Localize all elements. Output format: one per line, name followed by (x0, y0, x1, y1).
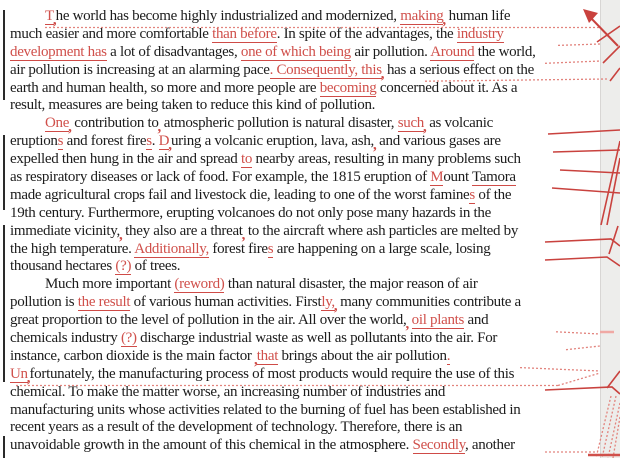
edit-insertion: Additionally, (134, 240, 209, 257)
text-segment: chemical. To make the matter worse, an increasing number of industries and (10, 383, 446, 400)
edit-insertion: ly, (321, 294, 335, 311)
edit-insertion: . Consequently, this (269, 61, 382, 78)
text-segment: air pollution. (350, 43, 431, 60)
text-segment: forest fire (208, 240, 268, 257)
text-segment: of trees. (131, 258, 181, 275)
edit-insertion: the result (77, 294, 131, 311)
caret-mark: , (26, 369, 31, 386)
caret-mark: , (118, 226, 123, 243)
edit-insertion: s (469, 186, 475, 203)
text-segment: thousand hectares (10, 258, 116, 275)
change-bar (3, 10, 5, 100)
edit-insertion: T (45, 8, 54, 24)
edit-insertion: M (430, 169, 444, 186)
edit-insertion: (reword) (174, 276, 225, 293)
text-line (10, 348, 602, 366)
text-segment: discharge industrial waste as well as pollutants into the air. For (136, 330, 498, 347)
text-line (10, 151, 602, 169)
edit-insertion: s (57, 133, 64, 150)
text-line (10, 276, 602, 294)
text-segment: the high temperature. (10, 240, 135, 257)
text-segment: manufacturing units whose activities related to the burning of fuel has been established in (10, 401, 521, 418)
text-line (10, 44, 602, 62)
caret-mark: , (333, 298, 338, 315)
text-segment: instance, carbon dioxide is the main factor (10, 347, 256, 364)
edit-insertion: (?) (120, 330, 137, 347)
text-segment: much easier and more comfortable (10, 25, 213, 42)
text-segment: result, measures are being taken to reduce this kind of pollution. (10, 97, 376, 114)
text-segment: brings about the air pollution (278, 347, 447, 364)
text-segment: and various gases are (375, 133, 501, 150)
text-segment: as respiratory diseases or lack of food. For example, the 1815 eruption of (10, 169, 431, 186)
text-line (10, 294, 602, 315)
text-segment: air pollution is increasing at an alarming pace (10, 61, 270, 78)
caret-mark: , (423, 119, 427, 136)
page-edge-band (600, 0, 620, 458)
edit-insertion: that (256, 347, 279, 364)
edit-insertion: One (45, 115, 70, 132)
text-segment: immediate vicinity, (10, 222, 120, 239)
text-segment: concerned about it. As a (376, 79, 518, 96)
text-segment: fortunately, the manufacturing process of most products would require the use of this (29, 365, 515, 382)
caret-mark: , (442, 12, 447, 28)
edit-insertion: to (240, 151, 253, 168)
edit-insertion: s (146, 133, 152, 150)
text-segment: nearby areas, resulting in many problems such (252, 151, 521, 168)
text-segment: and (464, 312, 489, 329)
text-line (10, 419, 602, 437)
caret-mark: , (254, 351, 258, 368)
caret-mark: , (372, 137, 377, 154)
text-segment: and forest fire (63, 133, 147, 150)
text-segment: recent years as a result of the development of technology. Therefore, there is an (10, 419, 463, 436)
text-line (10, 437, 602, 455)
text-segment: expelled then hung in the air and spread (10, 151, 241, 168)
caret-mark: , (68, 119, 72, 136)
text-segment: a lot of disadvantages, (106, 43, 241, 60)
text-segment: pollution is (10, 294, 78, 311)
caret-mark: , (241, 226, 246, 243)
text-segment: eruption (10, 133, 58, 150)
text-segment: earth and human health, so more and more people are (10, 79, 320, 96)
text-line (10, 241, 602, 259)
text-segment: unavoidable growth in the amount of this chemical in the atmosphere. (10, 437, 413, 454)
text-line (10, 402, 602, 420)
text-line (10, 384, 602, 402)
text-segment: many communities contribute a (336, 294, 521, 311)
edit-insertion: Un (10, 365, 28, 382)
text-line (10, 258, 602, 276)
text-segment: uring a volcanic eruption, lava, ash, (170, 133, 374, 150)
caret-mark: , (405, 316, 410, 333)
change-bar (3, 135, 5, 210)
text-line (10, 133, 602, 154)
text-segment: to the aircraft where ash particles are melted by (244, 222, 519, 239)
text-segment: made agricultural crops fail and livestock die, leading to one of the worst famine (10, 186, 470, 203)
text-segment: contribution to (70, 115, 159, 132)
edit-insertion: Around (430, 43, 475, 60)
text-line (10, 223, 602, 241)
red-underlined-text: Tamora (472, 169, 516, 186)
text-line (10, 115, 602, 136)
text-line (10, 26, 602, 44)
edit-insertion: industry (456, 25, 504, 42)
text-line (10, 169, 602, 187)
text-line (10, 8, 602, 26)
text-segment: 19th century. Furthermore, erupting volcanoes do not only pose many hazards in the (10, 204, 491, 221)
text-segment: ount (443, 169, 472, 186)
text-line (10, 330, 602, 348)
text-segment: , another (464, 437, 515, 454)
text-segment: of the (474, 186, 512, 203)
caret-mark: , (168, 137, 172, 154)
caret-mark: , (157, 119, 162, 136)
text-segment: than natural disaster, the major reason of air (224, 276, 478, 293)
edit-insertion: development has (10, 43, 107, 60)
text-segment: Much more important (45, 276, 175, 293)
text-segment: human life (445, 8, 511, 24)
edit-insertion: oil plants (411, 312, 465, 329)
caret-mark: , (52, 12, 57, 28)
text-segment: as volcanic (425, 115, 493, 132)
document-text (10, 8, 602, 455)
caret-mark: , (380, 65, 385, 82)
change-bar (3, 436, 5, 458)
text-segment: of various human activities. First (130, 294, 322, 311)
edit-insertion: one of which being (240, 43, 351, 60)
text-segment: he world has become highly industrialized and modernized, (55, 8, 401, 24)
text-segment: they also are a threat (121, 222, 243, 239)
text-line (10, 205, 602, 223)
text-line (10, 187, 602, 205)
text-line (10, 366, 602, 384)
text-segment: atmospheric pollution is natural disaster, (160, 115, 398, 132)
edit-insertion: than before (212, 25, 277, 42)
text-segment: has a serious effect on the (383, 61, 534, 78)
text-line (10, 97, 602, 115)
text-segment: . (151, 133, 159, 150)
edit-insertion: (?) (115, 258, 132, 275)
edit-insertion: . (446, 347, 451, 364)
text-segment: the world, (474, 43, 536, 60)
text-segment: chemicals industry (10, 330, 121, 347)
text-segment: great proportion to the level of pollution in the air. All over the world, (10, 312, 407, 329)
text-segment: . In spite of the advantages, the (276, 25, 457, 42)
text-segment: are happening on a large scale, losing (273, 240, 491, 257)
edit-insertion: such (397, 115, 424, 132)
edit-insertion: s (267, 240, 274, 257)
edit-insertion: making (400, 8, 444, 24)
edit-insertion: Secondly (412, 437, 465, 454)
edit-insertion: becoming (319, 79, 377, 96)
edit-insertion: D (158, 133, 170, 150)
text-line (10, 62, 602, 80)
change-bar (3, 225, 5, 382)
text-line (10, 312, 602, 333)
text-line (10, 80, 602, 98)
